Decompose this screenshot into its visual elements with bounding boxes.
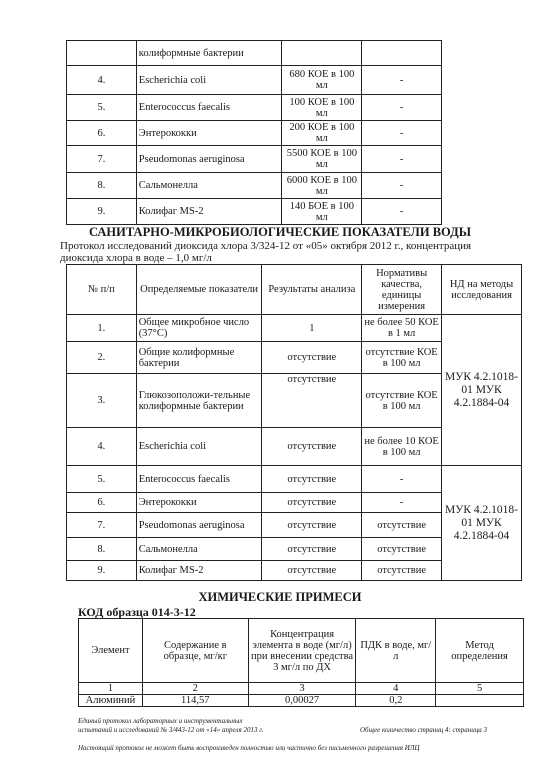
result-value: отсутствие <box>262 513 362 538</box>
result-value: 100 КОЕ в 100 мл <box>282 95 362 121</box>
row-number <box>67 41 137 66</box>
parameter-name: колиформные бактерии <box>136 41 282 66</box>
parameter-name: Сальмонелла <box>136 173 282 199</box>
row-number: 8. <box>67 173 137 199</box>
norm-value: - <box>362 466 442 493</box>
result-value: отсутствие <box>262 538 362 561</box>
row-number: 4. <box>67 66 137 95</box>
norm-value: - <box>362 146 442 173</box>
norm-value: отсутствие КОЕ в 100 мл <box>362 342 442 374</box>
table-row <box>79 695 524 707</box>
column-number-row <box>79 683 524 695</box>
parameter-name: Общее микробное число (37°С) <box>136 315 262 342</box>
table-row <box>67 173 442 199</box>
concentration-value: 0,00027 <box>248 695 356 707</box>
parameter-name: Колифаг MS-2 <box>136 199 282 225</box>
header-concentration: Концентрация элемента в воде (мг/л) при внесении средства 3 мг/л по ДХ <box>248 619 356 683</box>
table-row <box>67 121 442 146</box>
result-value: 5500 КОЕ в 100 мл <box>282 146 362 173</box>
header-num: № п/п <box>67 265 137 315</box>
table-row <box>67 199 442 225</box>
row-number: 5. <box>67 95 137 121</box>
element-name: Алюминий <box>79 695 143 707</box>
norm-value: - <box>362 66 442 95</box>
row-number: 7. <box>67 146 137 173</box>
col-number: 3 <box>248 683 356 695</box>
norm-value: отсутствие <box>362 561 442 581</box>
norm-value: отсутствие КОЕ в 100 мл <box>362 374 442 428</box>
table-row <box>67 41 442 66</box>
result-value: отсутствие <box>262 561 362 581</box>
norm-value <box>362 41 442 66</box>
parameter-name: Сальмонелла <box>136 538 262 561</box>
header-element: Элемент <box>79 619 143 683</box>
row-number: 9. <box>67 561 137 581</box>
row-number: 1. <box>67 315 137 342</box>
header-pdk: ПДК в воде, мг/л <box>356 619 436 683</box>
col-number: 1 <box>79 683 143 695</box>
table-header-row <box>67 265 522 315</box>
row-number: 9. <box>67 199 137 225</box>
table-header-row <box>79 619 524 683</box>
result-value: 140 БОЕ в 100 мл <box>282 199 362 225</box>
row-number: 3. <box>67 374 137 428</box>
norm-value: не более 10 КОЕ в 100 мл <box>362 428 442 466</box>
result-value: отсутствие <box>262 374 362 428</box>
parameter-name: Enterococcus faecalis <box>136 466 262 493</box>
result-value: 1 <box>262 315 362 342</box>
norm-value: - <box>362 199 442 225</box>
norm-value: не более 50 КОЕ в 1 мл <box>362 315 442 342</box>
protocol-line-1: Протокол исследований диоксида хлора 3/324-12 от «05» октября 2012 г., концентрация <box>60 240 472 252</box>
table-row <box>67 95 442 121</box>
parameter-name: Enterococcus faecalis <box>136 95 282 121</box>
row-number: 2. <box>67 342 137 374</box>
result-value <box>282 41 362 66</box>
parameter-name: Escherichia coli <box>136 428 262 466</box>
row-number: 4. <box>67 428 137 466</box>
footer-protocol-line-1: Единый протокол лабораторных и инструментальных <box>78 717 243 725</box>
norm-value: - <box>362 493 442 513</box>
parameter-name: Глюкозоположи-тельные колиформные бактерии <box>136 374 262 428</box>
parameter-name: Escherichia coli <box>136 66 282 95</box>
table-row <box>67 315 522 342</box>
norm-value: - <box>362 173 442 199</box>
microbiology-table <box>66 264 522 581</box>
norm-value: - <box>362 121 442 146</box>
parameter-name: Колифаг MS-2 <box>136 561 262 581</box>
parameter-name: Pseudomonas aeruginosa <box>136 146 282 173</box>
result-value: 200 КОЕ в 100 мл <box>282 121 362 146</box>
result-value: отсутствие <box>262 466 362 493</box>
header-param: Определяемые показатели <box>136 265 262 315</box>
row-number: 7. <box>67 513 137 538</box>
norm-value: отсутствие <box>362 513 442 538</box>
parameter-name: Энтерококки <box>136 121 282 146</box>
pdk-value: 0,2 <box>356 695 436 707</box>
footer-protocol-line-2: испытаний и исследований № 3/443-12 от «14» апреля 2013 г. <box>78 726 264 734</box>
col-number: 5 <box>436 683 524 695</box>
method-cell-b: МУК 4.2.1018-01 МУК 4.2.1884-04 <box>442 466 522 581</box>
protocol-line-2: диоксида хлора в воде – 1,0 мг/л <box>60 252 212 264</box>
section-title-chemical: ХИМИЧЕСКИЕ ПРИМЕСИ <box>198 590 362 604</box>
col-number: 4 <box>356 683 436 695</box>
content-value: 114,57 <box>142 695 248 707</box>
result-value: отсутствие <box>262 428 362 466</box>
result-value: отсутствие <box>262 342 362 374</box>
sample-code: КОД образца 014-3-12 <box>78 605 196 619</box>
parameter-name: Энтерококки <box>136 493 262 513</box>
col-number: 2 <box>142 683 248 695</box>
norm-value: - <box>362 95 442 121</box>
table-continuation <box>66 40 442 225</box>
result-value: отсутствие <box>262 493 362 513</box>
norm-value: отсутствие <box>362 538 442 561</box>
header-content: Содержание в образце, мг/кг <box>142 619 248 683</box>
row-number: 6. <box>67 121 137 146</box>
table-row <box>67 146 442 173</box>
header-result: Результаты анализа <box>262 265 362 315</box>
footer-page-count: Общее количество страниц 4: страница 3 <box>360 726 488 734</box>
parameter-name: Pseudomonas aeruginosa <box>136 513 262 538</box>
table-row <box>67 466 522 493</box>
method-cell-a: МУК 4.2.1018-01 МУК 4.2.1884-04 <box>442 315 522 466</box>
method-value <box>436 695 524 707</box>
header-method: Метод определения <box>436 619 524 683</box>
table-row <box>67 66 442 95</box>
row-number: 6. <box>67 493 137 513</box>
result-value: 6000 КОЕ в 100 мл <box>282 173 362 199</box>
section-title-microbiology: САНИТАРНО-МИКРОБИОЛОГИЧЕСКИЕ ПОКАЗАТЕЛИ ВОДЫ <box>88 225 472 239</box>
header-method: НД на методы исследования <box>442 265 522 315</box>
chemical-table <box>78 618 524 707</box>
result-value: 680 КОЕ в 100 мл <box>282 66 362 95</box>
header-norm: Нормативы качества, единицы измерения <box>362 265 442 315</box>
row-number: 8. <box>67 538 137 561</box>
footer-notice: Настоящий протокол не может быть воспроизведен полностью или частично без письменного разрешения ИЛЦ <box>78 744 420 752</box>
row-number: 5. <box>67 466 137 493</box>
parameter-name: Общие колиформные бактерии <box>136 342 262 374</box>
